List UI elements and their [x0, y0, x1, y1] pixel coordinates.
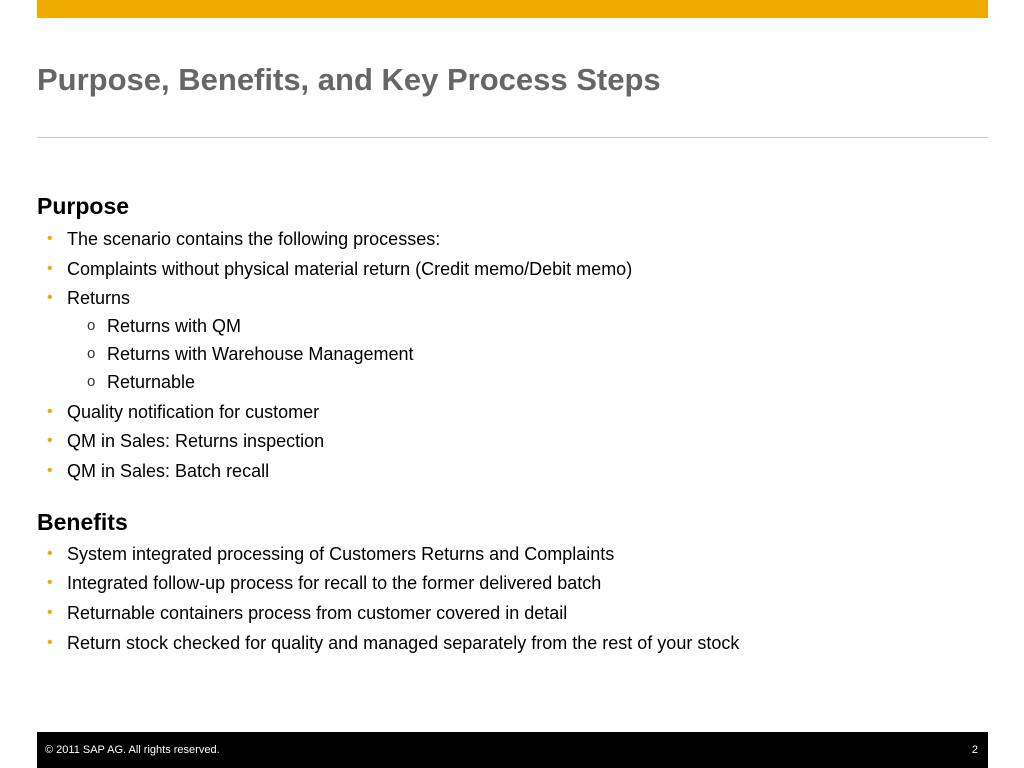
purpose-sub-bullet-text: Returnable	[107, 372, 196, 392]
bullet-icon: •	[47, 403, 53, 420]
title-divider	[37, 137, 988, 138]
bullet-icon: •	[47, 574, 53, 591]
benefits-bullet-text: Return stock checked for quality and managed separately from the rest of your stock	[67, 633, 740, 653]
purpose-bullet-text: QM in Sales: Batch recall	[67, 461, 270, 481]
purpose-bullet-text: QM in Sales: Returns inspection	[67, 431, 325, 451]
bullet-icon: •	[47, 634, 53, 651]
sub-bullet-icon: o	[87, 345, 96, 362]
sub-bullet-icon: o	[87, 373, 96, 390]
footer-bar	[37, 732, 988, 768]
top-accent-bar	[37, 0, 988, 18]
sub-bullet-icon: o	[87, 317, 96, 334]
purpose-bullet-text: Quality notification for customer	[67, 402, 320, 422]
benefits-bullet-text: Integrated follow-up process for recall to the former delivered batch	[67, 573, 602, 593]
purpose-sub-bullet-text: Returns with Warehouse Management	[107, 344, 414, 364]
benefits-bullet-text: System integrated processing of Customers Returns and Complaints	[67, 544, 615, 564]
benefits-bullet-text: Returnable containers process from customer covered in detail	[67, 603, 568, 623]
purpose-sub-bullet-text: Returns with QM	[107, 316, 242, 336]
bullet-icon: •	[47, 604, 53, 621]
purpose-heading: Purpose	[37, 193, 130, 219]
copyright-text: © 2011 SAP AG. All rights reserved.	[45, 744, 220, 756]
bullet-icon: •	[47, 289, 53, 306]
bullet-icon: •	[47, 462, 53, 479]
bullet-icon: •	[47, 260, 53, 277]
purpose-bullet-text: The scenario contains the following processes:	[67, 229, 441, 249]
bullet-icon: •	[47, 230, 53, 247]
purpose-bullet-text: Returns	[67, 288, 131, 308]
slide-title: Purpose, Benefits, and Key Process Steps	[37, 62, 661, 97]
page-number: 2	[971, 744, 978, 756]
bullet-icon: •	[47, 545, 53, 562]
bullet-icon: •	[47, 432, 53, 449]
benefits-heading: Benefits	[37, 509, 128, 535]
purpose-bullet-text: Complaints without physical material return (Credit memo/Debit memo)	[67, 259, 633, 279]
